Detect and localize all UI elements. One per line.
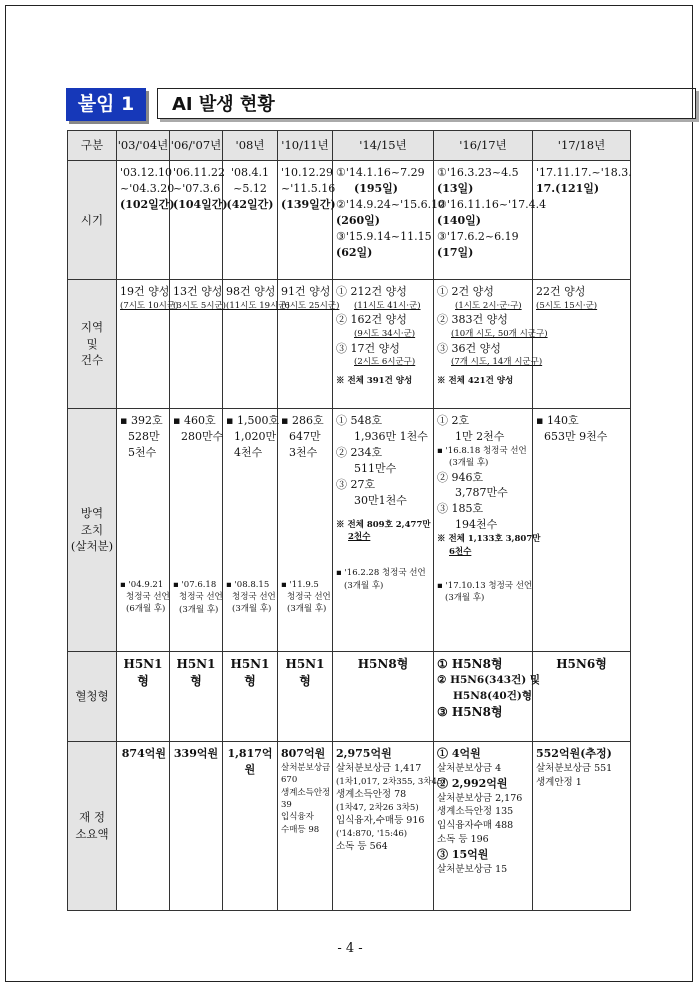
row-label-measures: 방역 조치 (살처분): [68, 409, 117, 652]
serotype-cell: H5N8형: [333, 652, 434, 742]
row-label-serotype: 혈청형: [68, 652, 117, 742]
finance-cell: 807억원 살처분보상금 670 생계소득안정 39 입식융자 수매등 98: [278, 742, 333, 911]
period-cell: ①'14.1.16~7.29 (195일) ②'14.9.24~'15.6.10 (260일) ③'15.9.14~11.15 (62일): [333, 161, 434, 280]
period-cell: '17.11.17.~'18.3. 17.(121일): [533, 161, 631, 280]
measures-cell: ▪ 140호 653만 9천수: [533, 409, 631, 652]
region-cell: 13건 양성 (3시도 5시군): [170, 280, 223, 409]
finance-row: [68, 742, 631, 911]
period-cell: '08.4.1 ~5.12 (42일간): [223, 161, 278, 280]
serotype-cell: H5N1형: [278, 652, 333, 742]
col-header: '03/'04년: [117, 131, 170, 161]
serotype-cell: ① H5N8형 ② H5N6(343건) 및 H5N8(40건)형 ③ H5N8형: [434, 652, 533, 742]
finance-cell: 339억원: [170, 742, 223, 911]
ai-outbreak-table: [67, 130, 631, 911]
finance-cell: 1,817억원: [223, 742, 278, 911]
period-cell: ①'16.3.23~4.5 (13일) ②'16.11.16~'17.4.4 (140일) ③'17.6.2~6.19 (17일): [434, 161, 533, 280]
region-row: [68, 280, 631, 409]
finance-cell: 2,975억원 살처분보상금 1,417 (1차1,017, 2차355, 3차45) 생계소득안정 78 (1차47, 2차26 3차5) 입식융자,수매등 916 ('14:870, '15:46) 소독 등 564: [333, 742, 434, 911]
page-number: - 4 -: [337, 941, 363, 956]
col-header: '17/18년: [533, 131, 631, 161]
attachment-badge: 붙임 1: [66, 88, 146, 121]
region-cell: ① 212건 양성 (11시도 41시·군) ② 162건 양성 (9시도 34시·군) ③ 17건 양성 (2시도 6시군구) ※ 전체 391건 양성: [333, 280, 434, 409]
measures-cell: ▪ 392호 528만 5천수 ▪ '04.9.21 청정국 선언 (6개월 후): [117, 409, 170, 652]
period-cell: '03.12.10 ~'04.3.20 (102일간): [117, 161, 170, 280]
finance-cell: 874억원: [117, 742, 170, 911]
measures-cell: ▪ 460호 280만수 ▪ '07.6.18 청정국 선언 (3개월 후): [170, 409, 223, 652]
measures-cell: ① 548호 1,936만 1천수 ② 234호 511만수 ③ 27호 30만1천수 ※ 전체 809호 2,477만 2천수 ▪ '16.2.28 청정국 선언 (3개월 후): [333, 409, 434, 652]
serotype-cell: H5N1형: [223, 652, 278, 742]
col-header: '14/15년: [333, 131, 434, 161]
col-header: '08년: [223, 131, 278, 161]
col-header: '16/17년: [434, 131, 533, 161]
measures-cell: ▪ 286호 647만 3천수 ▪ '11.9.5 청정국 선언 (3개월 후): [278, 409, 333, 652]
row-label-finance: 재 정 소요액: [68, 742, 117, 911]
region-cell: ① 2건 양성 (1시도 2시·군·구) ② 383건 양성 (10개 시도, 50개 시군구) ③ 36건 양성 (7개 시도, 14개 시군구) ※ 전체 421건 양성: [434, 280, 533, 409]
region-cell: 19건 양성 (7시도 10시군): [117, 280, 170, 409]
region-cell: 22건 양성 (5시도 15시·군): [533, 280, 631, 409]
serotype-cell: H5N1형: [170, 652, 223, 742]
region-cell: 98건 양성 (11시도 19시군): [223, 280, 278, 409]
col-header: '06/'07년: [170, 131, 223, 161]
row-label-region: 지역 및 건수: [68, 280, 117, 409]
serotype-cell: H5N1형: [117, 652, 170, 742]
finance-cell: 552억원(추정) 살처분보상금 551 생계안정 1: [533, 742, 631, 911]
col-header: 구분: [68, 131, 117, 161]
serotype-row: [68, 652, 631, 742]
measures-cell: ① 2호 1만 2천수 ▪ '16.8.18 청정국 선언 (3개월 후) ② 946호 3,787만수 ③ 185호 194천수 ※ 전체 1,133호 3,807만 6천수 ▪ '17.10.13 청정국 선언 (3개월 후): [434, 409, 533, 652]
period-cell: '10.12.29 ~'11.5.16 (139일간): [278, 161, 333, 280]
col-header: '10/11년: [278, 131, 333, 161]
measures-cell: ▪ 1,500호 1,020만 4천수 ▪ '08.8.15 청정국 선언 (3개월 후): [223, 409, 278, 652]
page-title: AI 발생 현황: [157, 88, 696, 119]
period-cell: '06.11.22 ~'07.3.6 (104일간): [170, 161, 223, 280]
region-cell: 91건 양성 (6시도 25시군): [278, 280, 333, 409]
measures-row: [68, 409, 631, 652]
serotype-cell: H5N6형: [533, 652, 631, 742]
finance-cell: ① 4억원 살처분보상금 4 ② 2,992억원 살처분보상금 2,176 생계소득안정 135 입식융자수매 488 소독 등 196 ③ 15억원 살처분보상금 15: [434, 742, 533, 911]
period-row: [68, 161, 631, 280]
row-label-period: 시기: [68, 161, 117, 280]
header-row: [68, 131, 631, 161]
